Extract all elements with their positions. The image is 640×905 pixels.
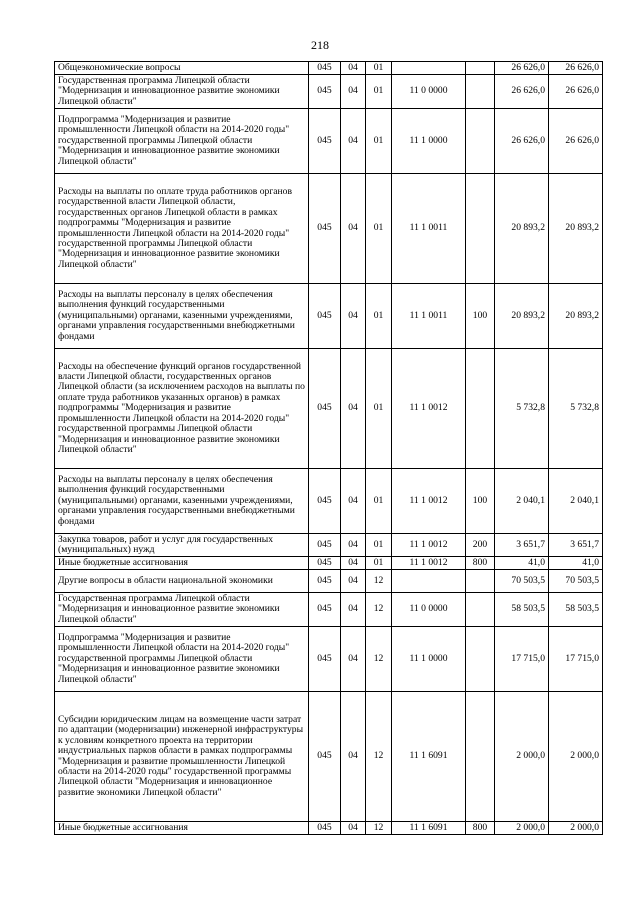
row-name: Субсидии юридическим лицам на возмещение части затрат по адаптации (модернизации) инженерной инфраструктуры к условиям конкретного проекта на территории индустриальных парков области в рамках подпрограммы "Модернизация и развитие промышленности Липецкой области на 2014-2020 годы" государственной программы Липецкой области "Модернизация и инновационное развитие экономики Липецкой области" [55, 692, 309, 822]
table-row [55, 284, 603, 349]
row-expense-type [466, 174, 495, 284]
row-sum-year-2: 26 626,0 [549, 109, 603, 174]
row-sum-year-2: 5 732,8 [549, 349, 603, 469]
row-sum-year-1: 2 040,1 [495, 469, 549, 534]
row-admin-code: 045 [309, 62, 341, 75]
row-admin-code: 045 [309, 557, 341, 570]
row-admin-code: 045 [309, 534, 341, 557]
row-section: 04 [341, 284, 366, 349]
row-subsection: 01 [366, 534, 392, 557]
row-subsection: 12 [366, 627, 392, 692]
row-section: 04 [341, 174, 366, 284]
row-target-article [392, 570, 466, 593]
table-row [55, 174, 603, 284]
row-subsection: 01 [366, 469, 392, 534]
row-target-article: 11 1 0000 [392, 109, 466, 174]
table-row [55, 627, 603, 692]
row-sum-year-1: 20 893,2 [495, 174, 549, 284]
row-target-article [392, 62, 466, 75]
row-name: Другие вопросы в области национальной экономики [55, 570, 309, 593]
row-target-article: 11 1 0011 [392, 174, 466, 284]
row-target-article: 11 1 0012 [392, 469, 466, 534]
row-expense-type [466, 570, 495, 593]
row-target-article: 11 1 0012 [392, 557, 466, 570]
row-admin-code: 045 [309, 593, 341, 627]
row-subsection: 12 [366, 593, 392, 627]
row-subsection: 01 [366, 174, 392, 284]
row-subsection: 01 [366, 109, 392, 174]
row-name: Расходы на выплаты по оплате труда работников органов государственной власти Липецкой области, государственных органов Липецкой области в рамках подпрограммы "Модернизация и развитие промышленности Липецкой области на 2014-2020 годы" государственной программы Липецкой области "Модернизация и инновационное развитие экономики Липецкой области" [55, 174, 309, 284]
row-sum-year-2: 20 893,2 [549, 174, 603, 284]
row-admin-code: 045 [309, 570, 341, 593]
budget-table [54, 61, 603, 835]
row-admin-code: 045 [309, 75, 341, 109]
row-subsection: 01 [366, 557, 392, 570]
row-expense-type [466, 593, 495, 627]
row-expense-type: 800 [466, 557, 495, 570]
row-name: Расходы на обеспечение функций органов государственной власти Липецкой области, государственных органов Липецкой области (за исключением расходов на выплаты по оплате труда работников указанных органов) в рамках подпрограммы "Модернизация и развитие промышленности Липецкой области на 2014-2020 годы" государственной программы Липецкой области "Модернизация и инновационное развитие экономики Липецкой области" [55, 349, 309, 469]
row-target-article: 11 1 6091 [392, 822, 466, 835]
row-expense-type [466, 627, 495, 692]
row-target-article: 11 0 0000 [392, 593, 466, 627]
row-name: Иные бюджетные ассигнования [55, 822, 309, 835]
table-row [55, 822, 603, 835]
row-name: Подпрограмма "Модернизация и развитие промышленности Липецкой области на 2014-2020 годы" государственной программы Липецкой области "Модернизация и инновационное развитие экономики Липецкой области" [55, 109, 309, 174]
row-sum-year-1: 20 893,2 [495, 284, 549, 349]
row-sum-year-2: 20 893,2 [549, 284, 603, 349]
row-section: 04 [341, 570, 366, 593]
row-section: 04 [341, 822, 366, 835]
row-expense-type [466, 62, 495, 75]
row-target-article: 11 1 6091 [392, 692, 466, 822]
row-sum-year-1: 26 626,0 [495, 109, 549, 174]
row-sum-year-2: 2 000,0 [549, 692, 603, 822]
table-row [55, 692, 603, 822]
row-target-article: 11 1 0011 [392, 284, 466, 349]
row-section: 04 [341, 75, 366, 109]
row-section: 04 [341, 692, 366, 822]
row-name: Расходы на выплаты персоналу в целях обеспечения выполнения функций государственными (муниципальными) органами, казенными учреждениями, органами управления государственными внебюджетными фондами [55, 284, 309, 349]
row-name: Общеэкономические вопросы [55, 62, 309, 75]
row-subsection: 12 [366, 822, 392, 835]
row-sum-year-1: 17 715,0 [495, 627, 549, 692]
row-name: Расходы на выплаты персоналу в целях обеспечения выполнения функций государственными (муниципальными) органами, казенными учреждениями, органами управления государственными внебюджетными фондами [55, 469, 309, 534]
row-name: Государственная программа Липецкой области "Модернизация и инновационное развитие экономики Липецкой области" [55, 593, 309, 627]
table-row [55, 557, 603, 570]
row-expense-type: 100 [466, 284, 495, 349]
row-expense-type [466, 109, 495, 174]
row-expense-type: 100 [466, 469, 495, 534]
row-subsection: 01 [366, 62, 392, 75]
row-section: 04 [341, 469, 366, 534]
row-admin-code: 045 [309, 692, 341, 822]
row-expense-type [466, 349, 495, 469]
table-row [55, 109, 603, 174]
row-sum-year-2: 3 651,7 [549, 534, 603, 557]
row-sum-year-1: 26 626,0 [495, 75, 549, 109]
page-number: 218 [311, 38, 329, 52]
row-expense-type: 800 [466, 822, 495, 835]
row-subsection: 01 [366, 75, 392, 109]
row-subsection: 12 [366, 692, 392, 822]
row-admin-code: 045 [309, 174, 341, 284]
table-row [55, 570, 603, 593]
row-sum-year-1: 2 000,0 [495, 822, 549, 835]
row-sum-year-1: 41,0 [495, 557, 549, 570]
row-name: Подпрограмма "Модернизация и развитие промышленности Липецкой области на 2014-2020 годы" государственной программы Липецкой области "Модернизация и инновационное развитие экономики Липецкой области" [55, 627, 309, 692]
row-sum-year-2: 58 503,5 [549, 593, 603, 627]
row-sum-year-1: 58 503,5 [495, 593, 549, 627]
table-row [55, 75, 603, 109]
row-section: 04 [341, 557, 366, 570]
row-sum-year-2: 26 626,0 [549, 75, 603, 109]
row-sum-year-2: 2 000,0 [549, 822, 603, 835]
row-admin-code: 045 [309, 627, 341, 692]
row-section: 04 [341, 62, 366, 75]
row-subsection: 01 [366, 284, 392, 349]
row-sum-year-2: 70 503,5 [549, 570, 603, 593]
row-sum-year-1: 70 503,5 [495, 570, 549, 593]
row-admin-code: 045 [309, 469, 341, 534]
row-sum-year-1: 5 732,8 [495, 349, 549, 469]
row-subsection: 12 [366, 570, 392, 593]
row-sum-year-1: 3 651,7 [495, 534, 549, 557]
row-target-article: 11 1 0012 [392, 534, 466, 557]
row-section: 04 [341, 109, 366, 174]
row-sum-year-2: 41,0 [549, 557, 603, 570]
row-sum-year-2: 17 715,0 [549, 627, 603, 692]
row-target-article: 11 1 0000 [392, 627, 466, 692]
row-section: 04 [341, 627, 366, 692]
row-section: 04 [341, 593, 366, 627]
row-sum-year-2: 2 040,1 [549, 469, 603, 534]
table-row [55, 469, 603, 534]
row-admin-code: 045 [309, 284, 341, 349]
table-row [55, 62, 603, 75]
row-name: Государственная программа Липецкой области "Модернизация и инновационное развитие экономики Липецкой области" [55, 75, 309, 109]
row-section: 04 [341, 349, 366, 469]
row-admin-code: 045 [309, 349, 341, 469]
row-expense-type: 200 [466, 534, 495, 557]
row-subsection: 01 [366, 349, 392, 469]
table-row [55, 534, 603, 557]
row-name: Закупка товаров, работ и услуг для государственных (муниципальных) нужд [55, 534, 309, 557]
row-expense-type [466, 692, 495, 822]
row-target-article: 11 0 0000 [392, 75, 466, 109]
row-sum-year-2: 26 626,0 [549, 62, 603, 75]
row-name: Иные бюджетные ассигнования [55, 557, 309, 570]
table-row [55, 349, 603, 469]
row-sum-year-1: 2 000,0 [495, 692, 549, 822]
row-target-article: 11 1 0012 [392, 349, 466, 469]
table-row [55, 593, 603, 627]
row-admin-code: 045 [309, 822, 341, 835]
row-section: 04 [341, 534, 366, 557]
row-expense-type [466, 75, 495, 109]
row-admin-code: 045 [309, 109, 341, 174]
row-sum-year-1: 26 626,0 [495, 62, 549, 75]
